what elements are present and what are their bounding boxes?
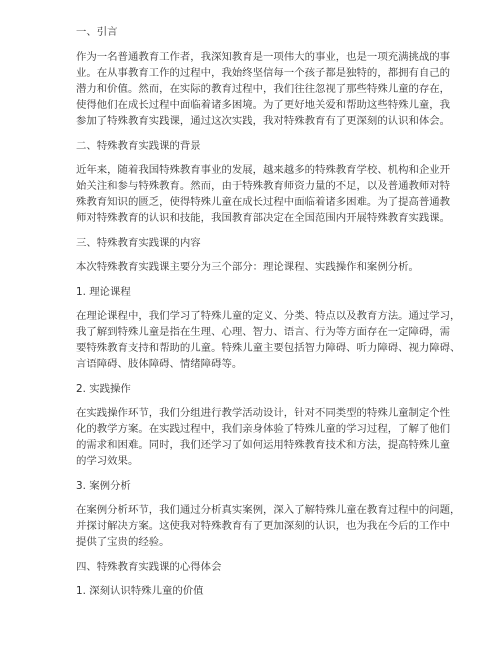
subheading-value-of-special-children: 1. 深刻认识特殊儿童的价值 — [76, 585, 204, 597]
paragraph-line: 并探讨解决方案。这使我对特殊教育有了更加深刻的认识，也为我在今后的工作中 — [76, 520, 451, 532]
paragraph-line: 始关注和参与特殊教育。然而，由于特殊教育师资力量的不足，以及普通教师对特 — [76, 180, 451, 192]
paragraph-line: 提供了宝贵的经验。 — [76, 536, 170, 548]
subheading-practice: 2. 实践操作 — [76, 383, 131, 395]
subheading-theory-course: 1. 理论课程 — [76, 286, 131, 298]
section-heading-background: 二、特殊教育实践课的背景 — [76, 140, 201, 152]
paragraph-line: 言语障碍、肢体障碍、情绪障碍等。 — [76, 358, 243, 370]
paragraph-line: 的需求和困难。同时，我们还学习了如何运用特殊教育技术和方法，提高特殊儿童 — [76, 439, 451, 451]
paragraph-line: 殊教育知识的匮乏，使得特殊儿童在成长过程中面临着诸多困难。为了提高普通教 — [76, 196, 451, 208]
paragraph-line: 近年来，随着我国特殊教育事业的发展，越来越多的特殊教育学校、机构和企业开 — [76, 164, 451, 176]
paragraph-line: 在实践操作环节，我们分组进行教学活动设计，针对不同类型的特殊儿童制定个性 — [76, 407, 451, 419]
paragraph-line: 本次特殊教育实践课主要分为三个部分：理论课程、实践操作和案例分析。 — [76, 261, 419, 273]
section-heading-content: 三、特殊教育实践课的内容 — [76, 237, 201, 249]
paragraph-line: 我了解到特殊儿童是指在生理、心理、智力、语言、行为等方面存在一定障碍，需 — [76, 326, 451, 338]
paragraph-line: 潜力和价值。然而，在实际的教育过程中，我们往往忽视了那些特殊儿童的存在， — [76, 83, 451, 95]
paragraph-line: 作为一名普通教育工作者，我深知教育是一项伟大的事业，也是一项充满挑战的事 — [76, 51, 451, 63]
paragraph-line: 在案例分析环节，我们通过分析真实案例，深入了解特殊儿童在教育过程中的问题， — [76, 504, 461, 516]
paragraph-line: 要特殊教育支持和帮助的儿童。特殊儿童主要包括智力障碍、听力障碍、视力障碍、 — [76, 342, 461, 354]
section-heading-reflections: 四、特殊教育实践课的心得体会 — [76, 561, 222, 573]
paragraph-line: 化的教学方案。在实践过程中，我们亲身体验了特殊儿童的学习过程，了解了他们 — [76, 423, 451, 435]
subheading-case-analysis: 3. 案例分析 — [76, 480, 131, 492]
paragraph-line: 在理论课程中，我们学习了特殊儿童的定义、分类、特点以及教育方法。通过学习， — [76, 310, 461, 322]
paragraph-line: 参加了特殊教育实践课，通过这次实践，我对特殊教育有了更深刻的认识和体会。 — [76, 115, 451, 127]
section-heading-introduction: 一、引言 — [76, 26, 118, 38]
paragraph-line: 的学习效果。 — [76, 455, 139, 467]
paragraph-line: 业。在从事教育工作的过程中，我始终坚信每一个孩子都是独特的，都拥有自己的 — [76, 67, 451, 79]
paragraph-line: 使得他们在成长过程中面临着诸多困境。为了更好地关爱和帮助这些特殊儿童，我 — [76, 99, 451, 111]
paragraph-line: 师对特殊教育的认识和技能，我国教育部决定在全国范围内开展特殊教育实践课。 — [76, 212, 451, 224]
